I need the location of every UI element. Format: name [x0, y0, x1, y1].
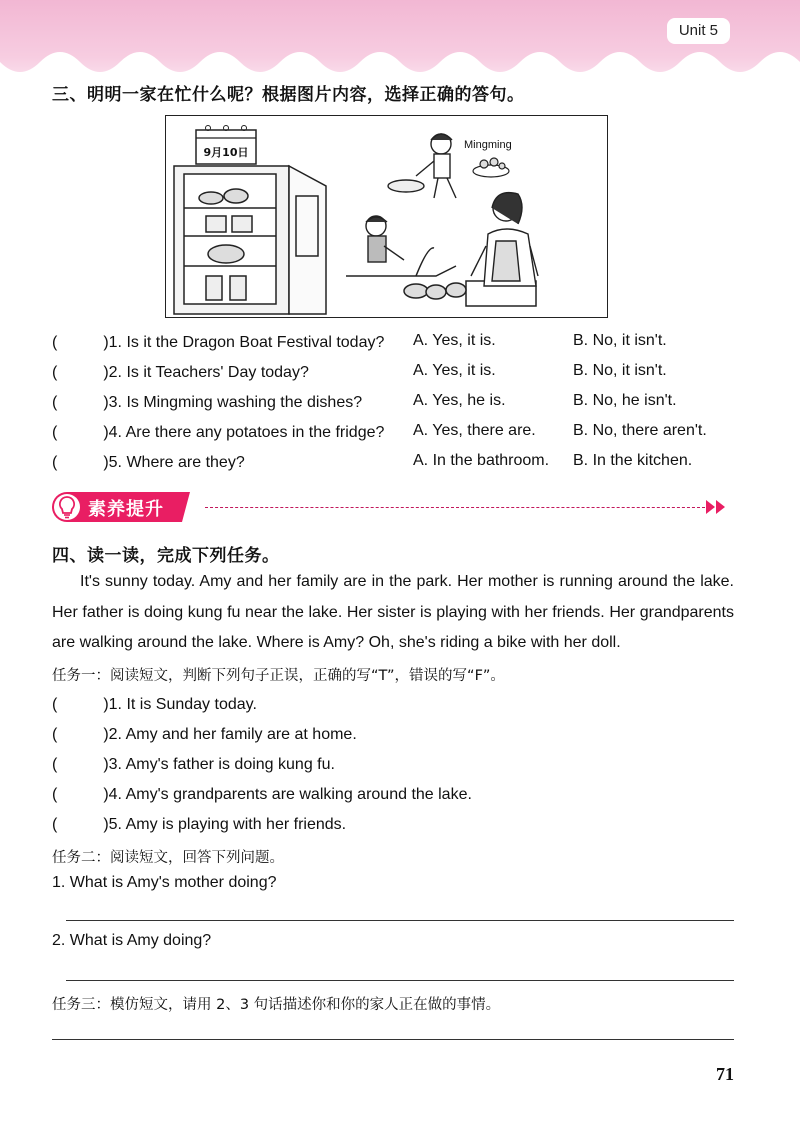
task1-title: 任务一：阅读短文，判断下列句子正误，正确的写“T”，错误的写“F”。: [52, 668, 505, 684]
task2-title: 任务二：阅读短文，回答下列问题。: [52, 850, 284, 866]
task2-question-2: 2. What is Amy doing?: [52, 932, 212, 949]
answer-paren-open: (: [52, 394, 58, 411]
badge-label: 素养提升: [88, 499, 164, 520]
question-text: 3. Is Mingming washing the dishes?: [108, 394, 363, 411]
section3-question-3: [52, 392, 362, 412]
option-a: A. In the bathroom.: [413, 452, 550, 469]
statement-text: 3. Amy's father is doing kung fu.: [108, 756, 335, 773]
option-b: B. No, there aren't.: [573, 422, 707, 439]
answer-paren-open: (: [52, 816, 58, 833]
task1-item-3: [52, 754, 335, 774]
answer-paren-close: ): [103, 816, 109, 833]
question-text: 2. Is it Teachers' Day today?: [108, 364, 309, 381]
answer-paren-close: ): [103, 334, 109, 351]
task1-item-4: [52, 784, 472, 804]
calendar-date: 9月10日: [203, 146, 249, 159]
statement-text: 5. Amy is playing with her friends.: [108, 816, 347, 833]
task3-title: 任务三：模仿短文，请用 2、3 句话描述你和你的家人正在做的事情。: [52, 997, 501, 1013]
option-b: B. In the kitchen.: [573, 452, 693, 469]
answer-paren-close: ): [103, 364, 109, 381]
option-b: B. No, it isn't.: [573, 362, 667, 379]
option-b: B. No, he isn't.: [573, 392, 677, 409]
section3-question-5: [52, 452, 245, 472]
option-a: A. Yes, there are.: [413, 422, 536, 439]
answer-line[interactable]: [52, 1039, 734, 1040]
section-divider: [205, 507, 705, 508]
girl-figure: [366, 216, 404, 262]
section3-title: 三、明明一家在忙什么呢？根据图片内容，选择正确的答句。: [52, 85, 525, 105]
answer-paren-open: (: [52, 786, 58, 803]
task1-item-2: [52, 724, 357, 744]
question-text: 1. Is it the Dragon Boat Festival today?: [108, 334, 385, 351]
statement-text: 4. Amy's grandparents are walking around the lake.: [108, 786, 472, 803]
option-a: A. Yes, he is.: [413, 392, 506, 409]
question-text: 4. Are there any potatoes in the fridge?: [108, 424, 385, 441]
task1-item-1: [52, 694, 257, 714]
page-number: 71: [716, 1064, 734, 1084]
answer-paren-close: ): [103, 756, 109, 773]
answer-paren-close: ): [103, 696, 109, 713]
option-a: A. Yes, it is.: [413, 332, 496, 349]
statement-text: 2. Amy and her family are at home.: [108, 726, 357, 743]
section3-question-1: [52, 332, 384, 352]
literacy-badge: [50, 490, 200, 524]
fridge-icon: [174, 166, 326, 314]
section4-title: 四、读一读，完成下列任务。: [52, 546, 280, 566]
answer-paren-open: (: [52, 364, 58, 381]
section3-question-2: [52, 362, 309, 382]
banner-wave-decoration: [0, 52, 800, 82]
answer-line[interactable]: [66, 980, 734, 981]
option-b: B. No, it isn't.: [573, 332, 667, 349]
kitchen-illustration: [165, 115, 608, 318]
answer-paren-close: ): [103, 394, 109, 411]
answer-paren-close: ): [103, 424, 109, 441]
answer-paren-open: (: [52, 424, 58, 441]
question-text: 5. Where are they?: [108, 454, 245, 471]
kitchen-scene-drawing: [166, 116, 606, 316]
reading-passage: It's sunny today. Amy and her family are in the park. Her mother is running around the lake. Her father is doing kung fu near the lake. Her sister is playing with her friends. Her grandparents are walking around the lake. Where is Amy? Oh, she's riding a bike with her doll.: [52, 573, 734, 651]
task1-item-5: [52, 814, 346, 834]
answer-paren-open: (: [52, 454, 58, 471]
answer-paren-open: (: [52, 334, 58, 351]
header-banner: [0, 0, 800, 82]
section3-question-4: [52, 422, 384, 442]
answer-line[interactable]: [66, 920, 734, 921]
answer-paren-open: (: [52, 696, 58, 713]
boy-figure: [388, 134, 456, 198]
answer-paren-close: ): [103, 454, 109, 471]
statement-text: 1. It is Sunday today.: [108, 696, 257, 713]
task2-question-1: 1. What is Amy's mother doing?: [52, 874, 277, 891]
answer-paren-close: ): [103, 786, 109, 803]
option-a: A. Yes, it is.: [413, 362, 496, 379]
answer-paren-close: ): [103, 726, 109, 743]
unit-tag: Unit 5: [667, 18, 730, 44]
vegetables-icon: [473, 158, 509, 177]
lightbulb-icon: [56, 495, 78, 519]
double-arrow-icon: [706, 499, 728, 515]
mother-figure: [471, 193, 538, 286]
mingming-label: Mingming: [464, 139, 512, 151]
answer-paren-open: (: [52, 756, 58, 773]
answer-paren-open: (: [52, 726, 58, 743]
